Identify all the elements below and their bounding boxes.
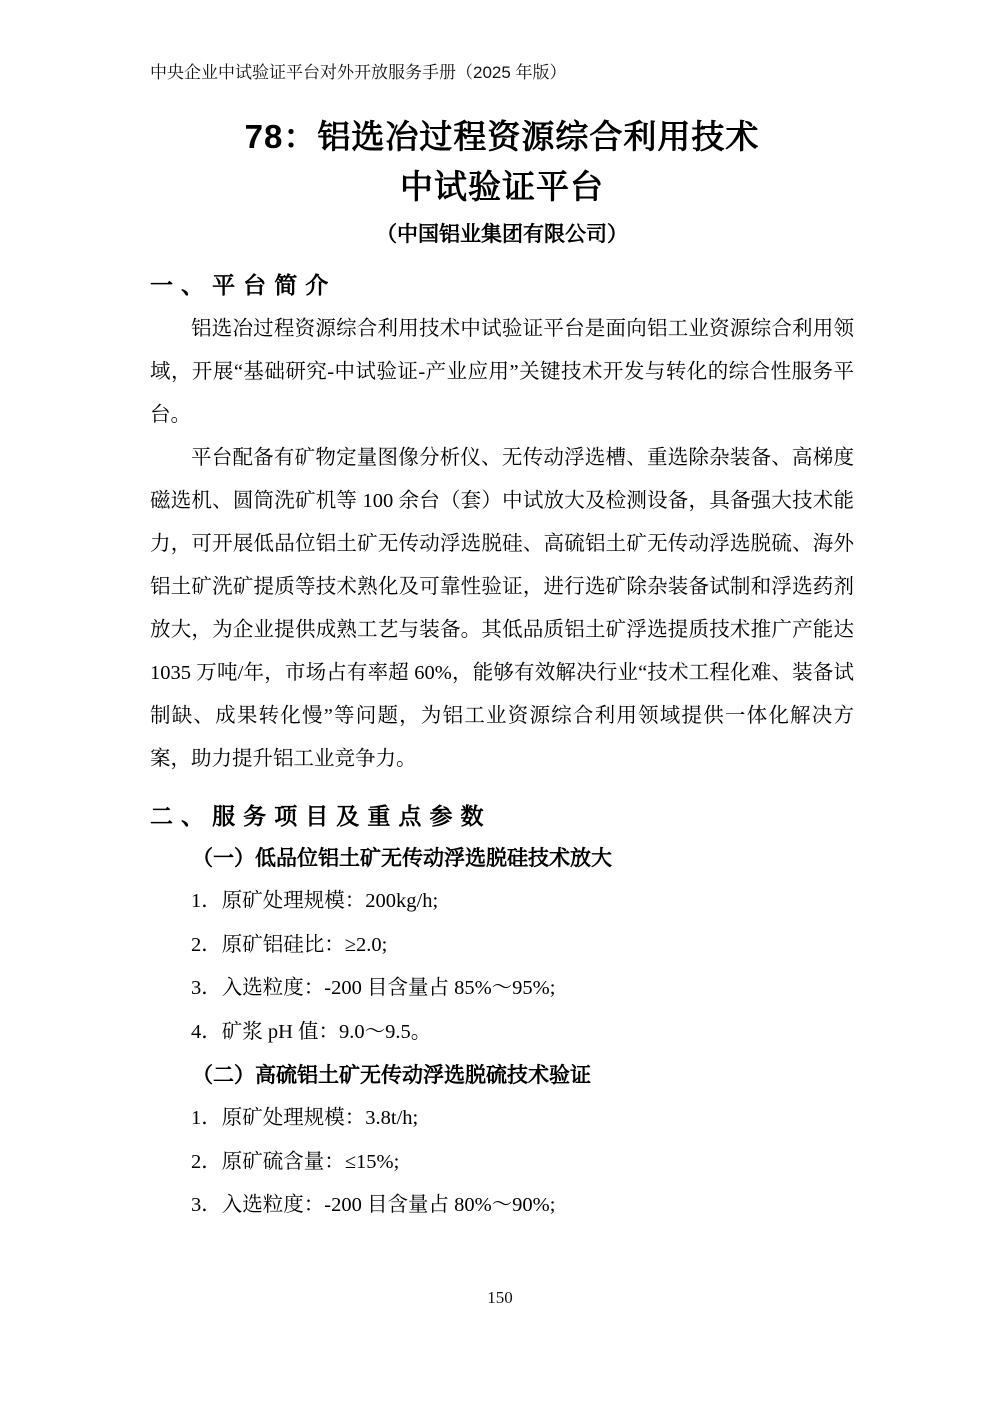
document-title	[150, 112, 854, 212]
list-item: 3．入选粒度：-200 目含量占 80%～90%;	[191, 1194, 556, 1216]
document-subtitle: （中国铝业集团有限公司）	[376, 223, 628, 246]
subsection-2-heading: （二）高硫铝土矿无传动浮选脱硫技术验证	[192, 1063, 591, 1087]
list-item: 4．矿浆 pH 值：9.0～9.5。	[191, 1020, 432, 1043]
page-content	[150, 62, 854, 1228]
page-number: 150	[487, 1288, 513, 1307]
section-2-body	[150, 837, 854, 1228]
paragraph: 铝选冶过程资源综合利用技术中试验证平台是面向铝工业资源综合利用领域，开展“基础研究-中试验证-产业应用”关键技术开发与转化的综合性服务平台。	[150, 318, 854, 426]
document-title-line-1: 78：铝选冶过程资源综合利用技术	[244, 118, 760, 155]
list-item: 2．原矿铝硅比：≥2.0;	[191, 933, 388, 956]
subsection-1-heading: （一）低品位铝土矿无传动浮选脱硅技术放大	[192, 846, 612, 870]
list-item: 2．原矿硫含量：≤15%;	[191, 1150, 400, 1173]
running-header: 中央企业中试验证平台对外开放服务手册（2025 年版）	[150, 63, 567, 82]
section-1-body	[150, 308, 854, 781]
section-1-heading: 一、平台简介	[150, 273, 337, 298]
document-title-line-2: 中试验证平台	[400, 168, 604, 205]
list-item: 1．原矿处理规模：200kg/h;	[191, 890, 439, 912]
paragraph: 平台配备有矿物定量图像分析仪、无传动浮选槽、重选除杂装备、高梯度磁选机、圆筒洗矿机等 100 余台（套）中试放大及检测设备，具备强大技术能力，可开展低品位铝土矿无传动浮选脱硅、高硫铝土矿无传动浮选脱硫、海外铝土矿洗矿提质等技术熟化及可靠性验证，进行选矿除杂装备试制和浮选药剂放大，为企业提供成熟工艺与装备。其低品质铝土矿浮选提质技术推广产能达 1035 万吨/年，市场占有率超 60%，能够有效解决行业“技术工程化难、装备试制缺、成果转化慢”等问题，为铝工业资源综合利用领域提供一体化解决方案，助力提升铝工业竞争力。	[150, 447, 854, 770]
list-item: 1．原矿处理规模：3.8t/h;	[191, 1107, 419, 1129]
section-2-heading: 二、服务项目及重点参数	[150, 804, 492, 829]
list-item: 3．入选粒度：-200 目含量占 85%～95%;	[191, 977, 556, 999]
